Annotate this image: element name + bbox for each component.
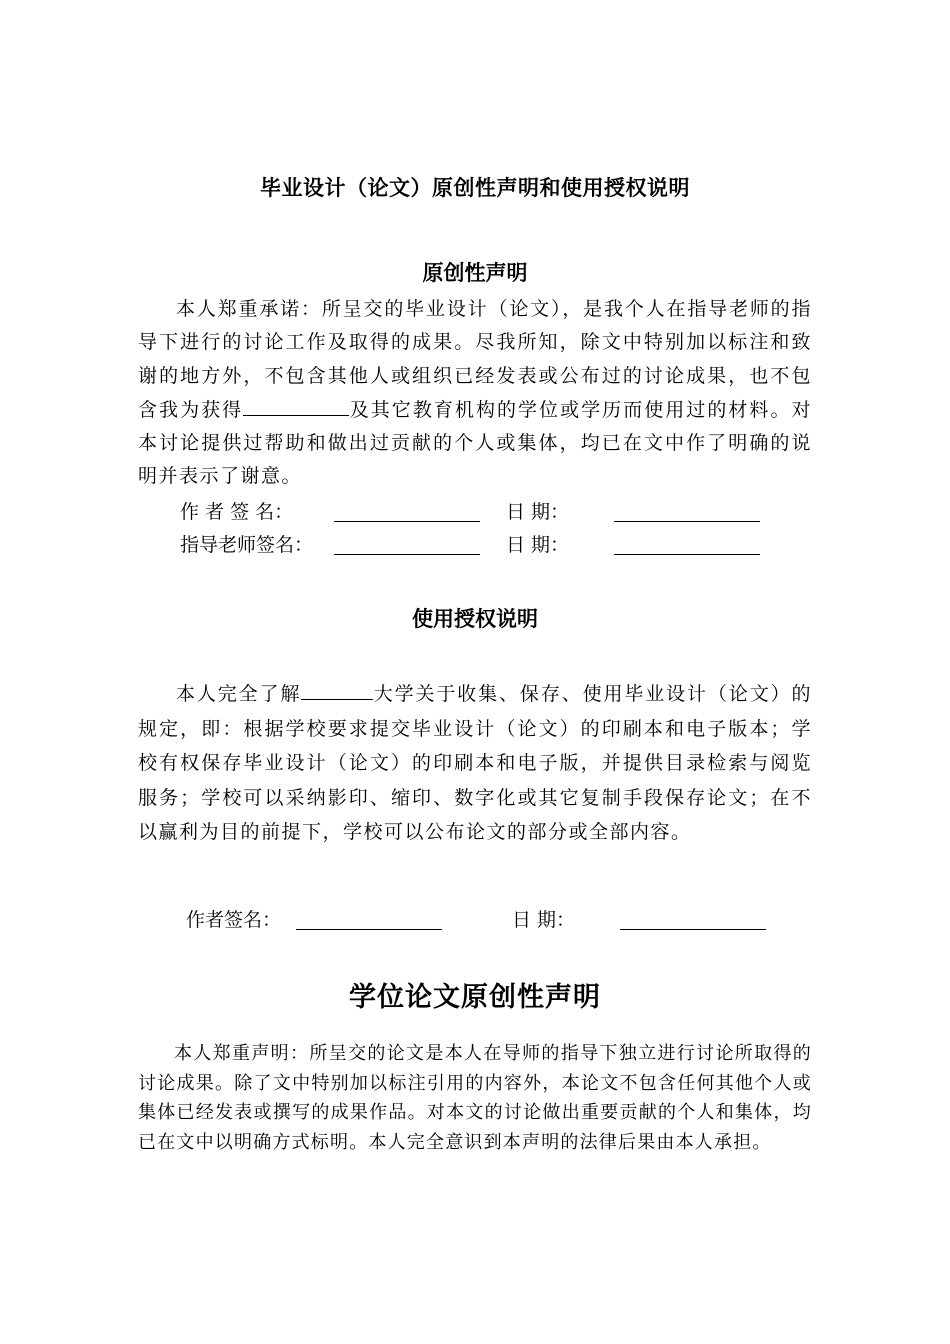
originality-heading: 原创性声明 <box>422 261 528 285</box>
author-date-line[interactable] <box>614 521 760 522</box>
authorization-date-label: 日 期： <box>512 909 576 931</box>
authorization-heading: 使用授权说明 <box>412 607 538 631</box>
advisor-signature-label: 指导老师签名： <box>180 534 314 556</box>
advisor-date-label: 日 期： <box>506 534 570 556</box>
originality-text-part2: 及其它教育机构的学位或学历而使用过的材料。对本讨论提供过帮助和做出过贡献的个人或集体，均已在文中作了明确的说明并表示了谢意。 <box>138 398 812 488</box>
authorization-paragraph <box>138 677 812 850</box>
authorization-text-part2: 大学关于收集、保存、使用毕业设计（论文）的规定，即：根据学校要求提交毕业设计（论文）的印刷本和电子版本；学校有权保存毕业设计（论文）的印刷本和电子版，并提供目录检索与阅览服务；学校可以采纳影印、缩印、数字化或其它复制手段保存论文；在不以赢利为目的前提下，学校可以公布论文的部分或全部内容。 <box>138 683 812 844</box>
authorization-text-part1: 本人完全了解 <box>176 683 302 705</box>
advisor-signature-line[interactable] <box>334 554 480 555</box>
advisor-date-line[interactable] <box>614 554 760 555</box>
document-title: 毕业设计（论文）原创性声明和使用授权说明 <box>260 176 690 200</box>
author-signature-label: 作 者 签 名： <box>180 501 294 523</box>
authorization-signature-line[interactable] <box>296 929 442 930</box>
university-blank[interactable] <box>301 677 373 700</box>
originality-text-part1: 本人郑重承诺：所呈交的毕业设计（论文），是我个人在指导老师的指导下进行的讨论工作及取得的成果。尽我所知，除文中特别加以标注和致谢的地方外，不包含其他人或组织已经发表或公布过的讨论成果，也不包含我为获得 <box>138 298 812 421</box>
authorization-author-label: 作者签名： <box>186 909 282 931</box>
authorization-signature-row <box>186 906 786 934</box>
advisor-signature-row <box>180 531 780 559</box>
author-date-label: 日 期： <box>506 501 570 523</box>
institution-blank[interactable] <box>243 393 349 416</box>
authorization-date-line[interactable] <box>620 929 766 930</box>
degree-originality-paragraph: 本人郑重声明：所呈交的论文是本人在导师的指导下独立进行讨论所取得的讨论成果。除了文中特别加以标注引用的内容外，本论文不包含任何其他个人或集体已经发表或撰写的成果作品。对本文的讨论做出重要贡献的个人和集体，均已在文中以明确方式标明。本人完全意识到本声明的法律后果由本人承担。 <box>138 1043 812 1153</box>
degree-originality-heading: 学位论文原创性声明 <box>349 982 601 1013</box>
author-signature-line[interactable] <box>334 521 480 522</box>
author-signature-row <box>180 498 780 526</box>
originality-paragraph <box>138 293 812 494</box>
